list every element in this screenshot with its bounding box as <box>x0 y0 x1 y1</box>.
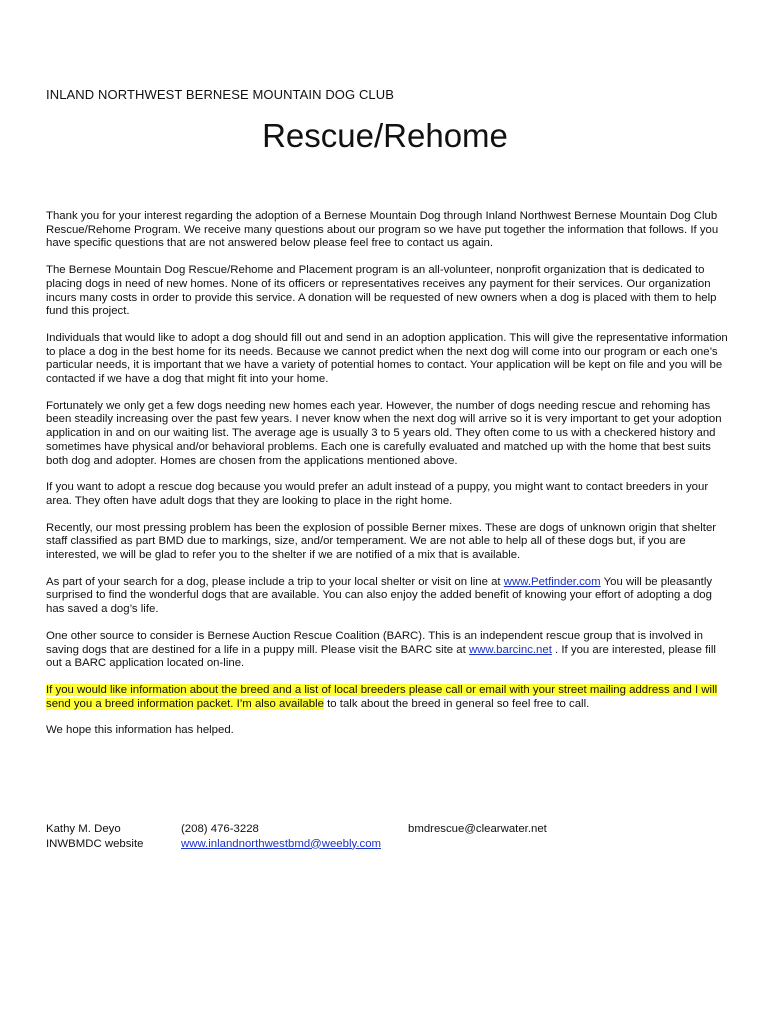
shelter-text-end: You will be pleasantly surprised to find the wonderful dogs that are available. You can also enjoy the added benefit of knowing your effort of adopting a dog has saved a dog’s life. <box>46 575 713 616</box>
petfinder-link[interactable]: www.Petfinder.com <box>503 575 601 588</box>
signer-name: Kathy M. Deyo <box>46 823 121 835</box>
barc-text-end: . If you are interested, please fill out a BARC application located on-line. <box>46 643 716 670</box>
paragraph-closing: We hope this information has helped. <box>46 724 234 737</box>
page-title: Rescue/Rehome <box>262 117 508 154</box>
signature-left-column <box>46 822 143 851</box>
paragraph-frequency: Fortunately we only get a few dogs needing new homes each year. However, the number of dogs needing rescue and rehoming has been steadily increasing over the past few years. I never know when the next dog will arrive so it is very important to get your adoption application in and on our waiting list. The average age is usually 3 to 5 years old. They often come to us with a checkered history and sometimes have physical and/or behavioral problems. Each one is carefully evaluated and matched up with the home that best suits both dog and adopter. Homes are chosen from the applications mentioned above. <box>46 399 722 467</box>
email-address: bmdrescue@clearwater.net <box>408 823 547 835</box>
paragraph-program: The Bernese Mountain Dog Rescue/Rehome and Placement program is an all-volunteer, nonprofit organization that is dedicated to placing dogs in need of new homes. None of its officers or representatives receives any payment for their services. Our organization incurs many costs in order to provide this service. A donation will be requested of new owners when a dog is placed with them to help fund this project. <box>46 264 717 318</box>
paragraph-shelter <box>46 576 730 617</box>
paragraph-application: Individuals that would like to adopt a dog should fill out and send in an adoption application. This will give the representative information to place a dog in the best home for its needs. Because we cannot predict when the next dog will come into our program or each one’s particular needs, it is important that we have a variety of potential homes to contact. Your application will be kept on file and you will be contacted if we have a dog that might fit into your home. <box>46 331 728 386</box>
barc-link[interactable]: www.barcinc.net <box>468 643 552 656</box>
barc-text-start: One other source to consider is Bernese Auction Rescue Coalition (BARC). This is an independent rescue group that is involved in saving dogs that are destined for a life in a puppy mill. Please visit the BARC site at <box>46 629 704 656</box>
signature-right-column <box>408 822 547 837</box>
paragraph-intro: Thank you for your interest regarding the adoption of a Bernese Mountain Dog through Inland Northwest Bernese Mountain Dog Club Rescue/Rehome Program. We receive many questions about our program so we have put together the information that follows. If you have specific questions that are not answered below please feel free to contact us again. <box>46 210 719 250</box>
paragraph-barc <box>46 630 730 671</box>
highlighted-text: If you would like information about the breed and a list of local breeders please call or email with your street mailing address and I will send you a breed information packet. I’m also available <box>46 683 718 710</box>
letter-body <box>46 210 730 751</box>
organization-name: INLAND NORTHWEST BERNESE MOUNTAIN DOG CLUB <box>46 87 395 102</box>
paragraph-breed-info <box>46 684 730 711</box>
shelter-text-start: As part of your search for a dog, please include a trip to your local shelter or visit on line at <box>46 575 504 588</box>
signature-middle-column <box>181 822 381 851</box>
club-website-link[interactable]: www.inlandnorthwestbmd@weebly.com <box>181 837 382 850</box>
paragraph-mixes: Recently, our most pressing problem has been the explosion of possible Berner mixes. These are dogs of unknown origin that shelter staff classified as part BMD due to markings, size, and/or temperament. We are not able to help all of these dogs but, if you are interested, we will be glad to refer you to the shelter if we are notified of a mix that is available. <box>46 521 717 562</box>
website-label: INWBMDC website <box>46 837 144 850</box>
breed-info-text-end: to talk about the breed in general so feel free to call. <box>323 697 590 710</box>
phone-number: (208) 476-3228 <box>181 823 259 835</box>
paragraph-breeders: If you want to adopt a rescue dog because you would prefer an adult instead of a puppy, you might want to contact breeders in your area. They often have adult dogs that they are looking to place in the right home. <box>46 481 709 507</box>
